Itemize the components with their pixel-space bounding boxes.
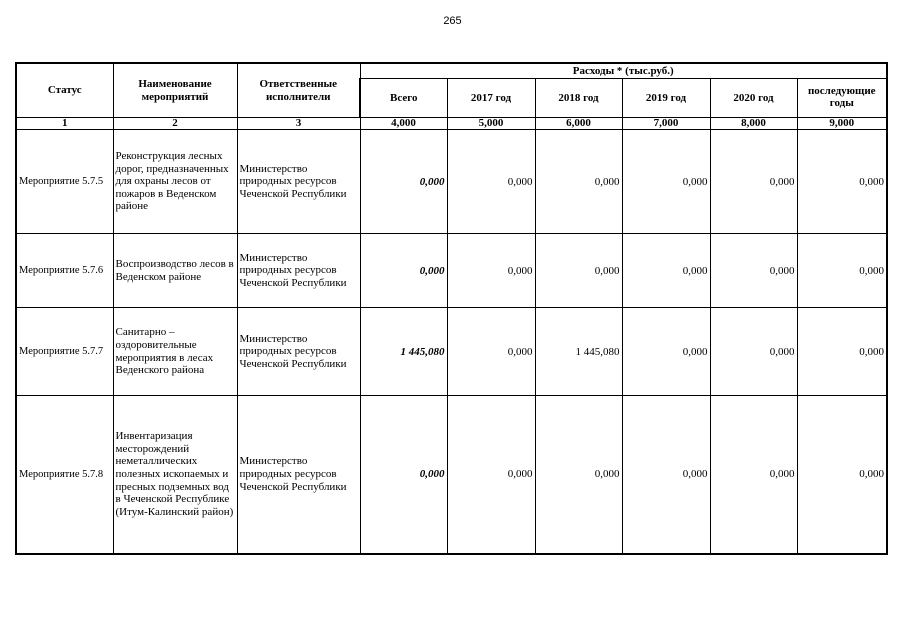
- header-name: Наименование мероприятий: [113, 63, 237, 118]
- row-total: 0,000: [360, 396, 447, 554]
- row-next-years: 0,000: [797, 308, 887, 396]
- column-number-row: [16, 118, 887, 130]
- expenses-table: [15, 62, 888, 555]
- row-status: Мероприятие 5.7.5: [16, 130, 113, 234]
- column-number: 6,000: [535, 118, 622, 130]
- row-2019: 0,000: [622, 130, 710, 234]
- table-row: [16, 130, 887, 234]
- table-row: [16, 308, 887, 396]
- row-next-years: 0,000: [797, 396, 887, 554]
- row-total: 0,000: [360, 234, 447, 308]
- row-status: Мероприятие 5.7.8: [16, 396, 113, 554]
- header-2019: 2019 год: [622, 79, 710, 118]
- header-total: Всего: [360, 79, 447, 118]
- row-2020: 0,000: [710, 234, 797, 308]
- row-executor: Министерство природных ресурсов Чеченской Республики: [237, 396, 360, 554]
- column-number: 7,000: [622, 118, 710, 130]
- header-row: [16, 63, 887, 79]
- header-2017: 2017 год: [447, 79, 535, 118]
- row-2019: 0,000: [622, 308, 710, 396]
- row-status: Мероприятие 5.7.6: [16, 234, 113, 308]
- header-expenses: Расходы * (тыс.руб.): [360, 63, 887, 79]
- row-name: Санитарно – оздоровительные мероприятия в лесах Веденского района: [113, 308, 237, 396]
- row-2018: 0,000: [535, 396, 622, 554]
- header-executors: Ответственные исполнители: [237, 63, 360, 118]
- column-number: 4,000: [360, 118, 447, 130]
- row-status: Мероприятие 5.7.7: [16, 308, 113, 396]
- column-number: 8,000: [710, 118, 797, 130]
- header-status: Статус: [16, 63, 113, 118]
- row-executor: Министерство природных ресурсов Чеченской Республики: [237, 130, 360, 234]
- row-name: Воспроизводство лесов в Веденском районе: [113, 234, 237, 308]
- column-number: 9,000: [797, 118, 887, 130]
- header-2020: 2020 год: [710, 79, 797, 118]
- row-2018: 0,000: [535, 130, 622, 234]
- column-number: 2: [113, 118, 237, 130]
- row-2020: 0,000: [710, 308, 797, 396]
- row-total: 0,000: [360, 130, 447, 234]
- row-name: Инвентаризация месторождений неметаллических полезных ископаемых и пресных подземных вод в Чеченской Республике (Итум-Калинский район): [113, 396, 237, 554]
- row-executor: Министерство природных ресурсов Чеченской Республики: [237, 308, 360, 396]
- column-number: 1: [16, 118, 113, 130]
- row-2017: 0,000: [447, 234, 535, 308]
- row-2017: 0,000: [447, 130, 535, 234]
- row-total: 1 445,080: [360, 308, 447, 396]
- row-2018: 0,000: [535, 234, 622, 308]
- table-row: [16, 234, 887, 308]
- page-number: 265: [443, 15, 462, 27]
- row-2017: 0,000: [447, 308, 535, 396]
- row-executor: Министерство природных ресурсов Чеченской Республики: [237, 234, 360, 308]
- row-next-years: 0,000: [797, 130, 887, 234]
- row-2019: 0,000: [622, 396, 710, 554]
- column-number: 3: [237, 118, 360, 130]
- column-number: 5,000: [447, 118, 535, 130]
- table-row: [16, 396, 887, 554]
- row-2017: 0,000: [447, 396, 535, 554]
- row-2018: 1 445,080: [535, 308, 622, 396]
- row-2020: 0,000: [710, 130, 797, 234]
- row-2020: 0,000: [710, 396, 797, 554]
- header-next-years: последующие годы: [797, 79, 887, 118]
- row-2019: 0,000: [622, 234, 710, 308]
- header-2018: 2018 год: [535, 79, 622, 118]
- row-name: Реконструкция лесных дорог, предназначенных для охраны лесов от пожаров в Веденском районе: [113, 130, 237, 234]
- row-next-years: 0,000: [797, 234, 887, 308]
